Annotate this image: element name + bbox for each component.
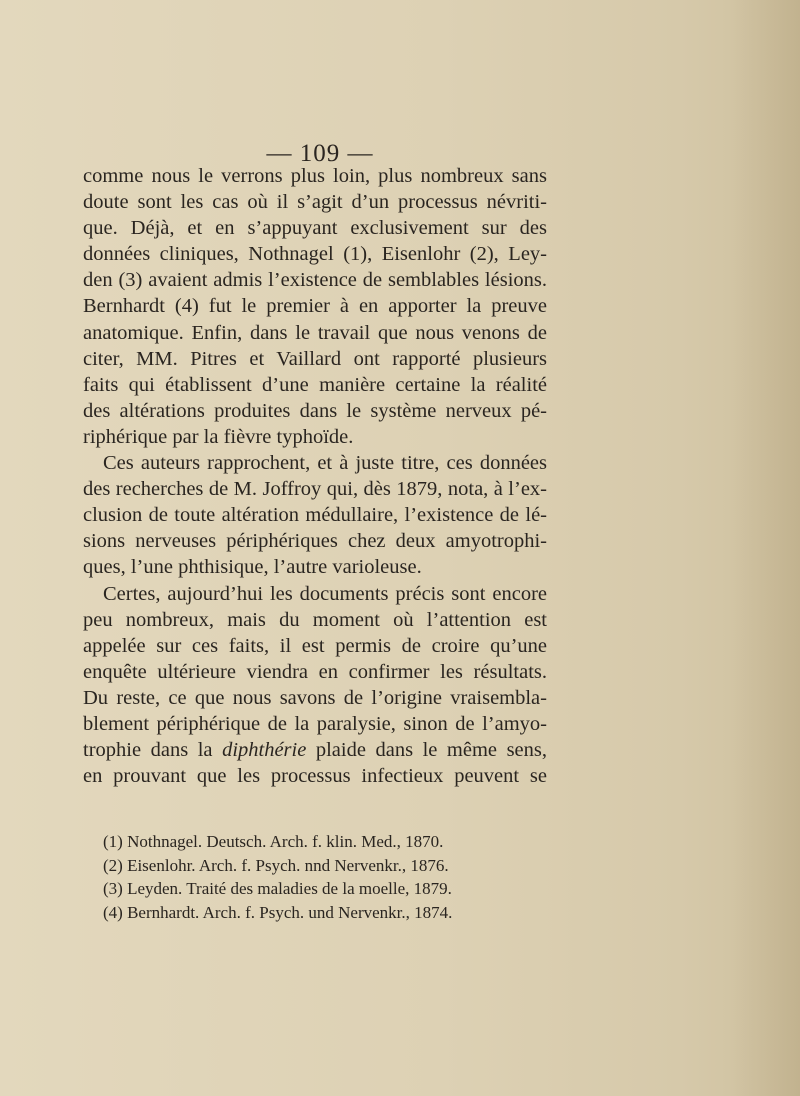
text-line: des altérations produites dans le système nerveux pé- [83, 399, 547, 422]
text-line: données cliniques, Nothnagel (1), Eisenlohr (2), Ley- [83, 243, 547, 266]
text-line-with-italic [83, 737, 547, 763]
footnotes [103, 830, 503, 924]
text-line: Certes, aujourd’hui les documents précis sont encore [103, 582, 547, 605]
text-line: peu nombreux, mais du moment où l’attention est [83, 608, 547, 631]
text-line: Du reste, ce que nous savons de l’origine vraisembla- [83, 686, 547, 709]
text-line: clusion de toute altération médullaire, l’existence de lé- [83, 504, 547, 527]
text-line: riphérique par la fièvre typhoïde. [83, 425, 354, 448]
text-line: enquête ultérieure viendra en confirmer les résultats. [83, 660, 547, 683]
text-line: faits qui établissent d’une manière certaine la réalité [83, 373, 547, 396]
footnote: (1) Nothnagel. Deutsch. Arch. f. klin. Med., 1870. [103, 832, 444, 851]
paragraph-3 [83, 581, 547, 790]
text-line: des recherches de M. Joffroy qui, dès 1879, nota, à l’ex- [83, 478, 547, 501]
text-line: blement périphérique de la paralysie, sinon de l’amyo- [83, 712, 547, 735]
page-number: — 109 — [266, 140, 374, 167]
paragraph-1 [83, 163, 547, 450]
text-line: Bernhardt (4) fut le premier à en apporter la preuve [83, 295, 547, 318]
footnote: (2) Eisenlohr. Arch. f. Psych. nnd Nervenkr., 1876. [103, 855, 449, 875]
text-line: que. Déjà, et en s’appuyant exclusivement sur des [83, 217, 547, 240]
footnote: (4) Bernhardt. Arch. f. Psych. und Nervenkr., 1874. [103, 902, 453, 922]
text-line: doute sont les cas où il s’agit d’un processus névriti- [83, 191, 547, 214]
footnote: (3) Leyden. Traité des maladies de la moelle, 1879. [103, 879, 452, 898]
text-line: en prouvant que les processus infectieux peuvent se [83, 765, 547, 788]
paragraph-2 [83, 450, 547, 580]
text-line: sions nerveuses périphériques chez deux amyotrophi- [83, 530, 547, 553]
text-line: Ces auteurs rapprochent, et à juste titre, ces données [103, 452, 547, 475]
text-line: den (3) avaient admis l’existence de semblables lésions. [83, 269, 547, 292]
body-text [83, 163, 547, 789]
text-line: anatomique. Enfin, dans le travail que nous venons de [83, 321, 547, 344]
text-segment: plaide dans le même sens, [306, 739, 547, 762]
text-line: citer, MM. Pitres et Vaillard ont rapporté plusieurs [83, 347, 547, 370]
page-edge-shadow [730, 0, 800, 1096]
text-segment: trophie dans la [83, 739, 223, 762]
text-line: comme nous le verrons plus loin, plus nombreux sans [83, 165, 547, 187]
text-line: appelée sur ces faits, il est permis de croire qu’une [83, 634, 547, 657]
italic-term: diphthérie [222, 739, 307, 762]
text-line: ques, l’une phthisique, l’autre varioleuse. [83, 556, 422, 579]
